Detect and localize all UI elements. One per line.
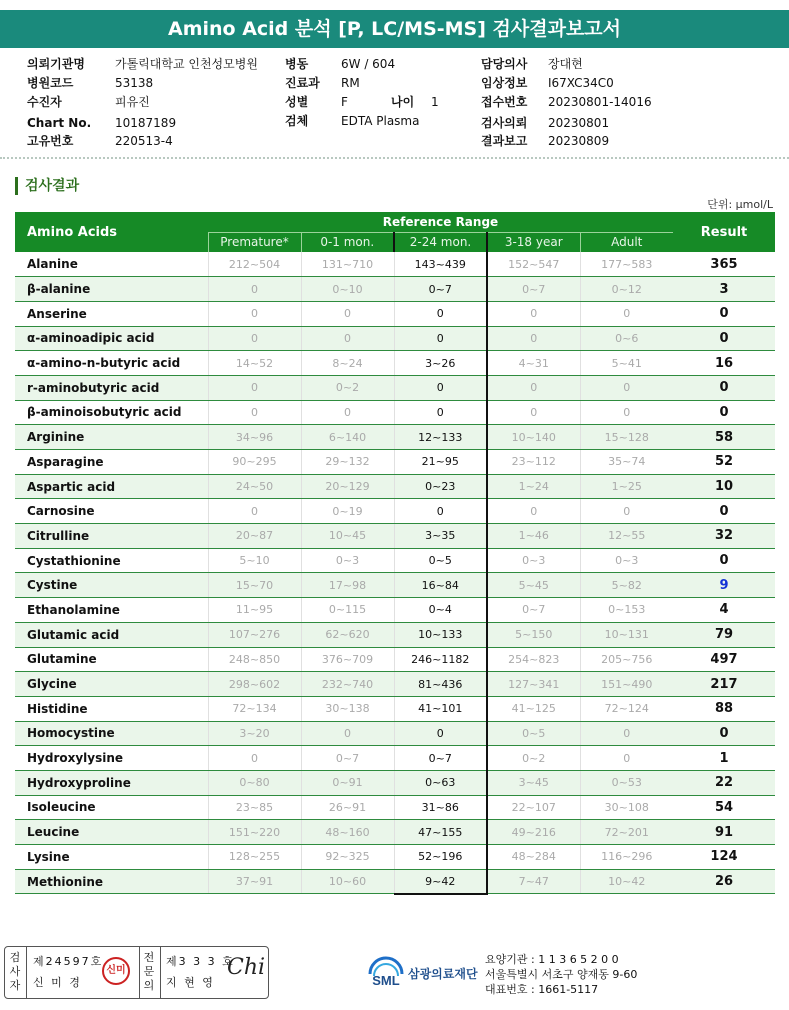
sml-logo-text: SML — [372, 973, 400, 988]
table-row — [15, 252, 775, 277]
table-row — [15, 845, 775, 870]
result-value: 217 — [673, 672, 775, 697]
table-row — [15, 351, 775, 376]
result-value: 497 — [673, 647, 775, 672]
table-row — [15, 770, 775, 795]
reference-range: 205~756 — [580, 647, 673, 672]
reference-range: 48~284 — [487, 845, 580, 870]
table-row — [15, 400, 775, 425]
seal-text: 신미 — [106, 965, 126, 976]
reference-range: 0 — [580, 375, 673, 400]
table-row — [15, 672, 775, 697]
reference-range-highlight: 143~439 — [394, 252, 487, 277]
reference-range: 0~12 — [580, 277, 673, 302]
info-label: 병동 — [285, 57, 309, 71]
reference-range-highlight: 12~133 — [394, 425, 487, 450]
amino-acid-name: Leucine — [15, 820, 208, 845]
result-value: 79 — [673, 622, 775, 647]
table-row — [15, 425, 775, 450]
result-value: 9 — [673, 573, 775, 598]
amino-acid-name: Citrulline — [15, 524, 208, 549]
reference-range-highlight: 0~23 — [394, 474, 487, 499]
reference-range: 49~216 — [487, 820, 580, 845]
reference-range: 23~112 — [487, 450, 580, 475]
reference-range: 0 — [208, 746, 301, 771]
section-divider — [0, 157, 789, 159]
reference-range: 48~160 — [301, 820, 394, 845]
reference-range-highlight: 81~436 — [394, 672, 487, 697]
reference-range: 107~276 — [208, 622, 301, 647]
reference-range: 0~6 — [580, 326, 673, 351]
header-ref-col: 0-1 mon. — [301, 232, 394, 252]
reference-range: 72~201 — [580, 820, 673, 845]
reference-range: 5~45 — [487, 573, 580, 598]
amino-acid-name: α-amino-n-butyric acid — [15, 351, 208, 376]
amino-acid-name: Alanine — [15, 252, 208, 277]
reference-range-highlight: 3~26 — [394, 351, 487, 376]
header-ref-col-highlight: 2-24 mon. — [394, 232, 487, 252]
info-label: 검체 — [285, 114, 309, 128]
reference-range: 3~20 — [208, 721, 301, 746]
reference-range: 0~3 — [580, 548, 673, 573]
reference-range-highlight: 0~7 — [394, 746, 487, 771]
reference-range-highlight: 3~35 — [394, 524, 487, 549]
sig-separator — [160, 947, 161, 998]
reference-range: 23~85 — [208, 795, 301, 820]
amino-acid-name: Anserine — [15, 301, 208, 326]
results-table — [15, 212, 775, 895]
lab-name: 삼광의료재단 — [408, 967, 478, 981]
reference-range: 0 — [580, 499, 673, 524]
tester-name: 신 미 경 — [33, 976, 82, 989]
reference-range: 0~10 — [301, 277, 394, 302]
amino-acid-name: Glutamic acid — [15, 622, 208, 647]
reference-range: 0~7 — [487, 277, 580, 302]
table-row — [15, 326, 775, 351]
reference-range: 131~710 — [301, 252, 394, 277]
reference-range: 0 — [208, 301, 301, 326]
reference-range: 72~124 — [580, 696, 673, 721]
reference-range: 6~140 — [301, 425, 394, 450]
reference-range: 1~25 — [580, 474, 673, 499]
reference-range: 72~134 — [208, 696, 301, 721]
reference-range-highlight: 0~5 — [394, 548, 487, 573]
info-value: 10187189 — [115, 116, 177, 130]
specialist-name: 지 현 영 — [166, 976, 215, 989]
reference-range: 0 — [487, 499, 580, 524]
amino-acid-name: Hydroxyproline — [15, 770, 208, 795]
info-value: 장대현 — [548, 57, 583, 71]
handwritten-signature: Chi — [227, 955, 266, 980]
reference-range: 14~52 — [208, 351, 301, 376]
reference-range: 0~5 — [487, 721, 580, 746]
info-label: 임상정보 — [481, 76, 528, 90]
seal-stamp — [102, 957, 130, 985]
amino-acid-name: Lysine — [15, 845, 208, 870]
table-row — [15, 721, 775, 746]
reference-range: 4~31 — [487, 351, 580, 376]
reference-range-highlight: 0 — [394, 721, 487, 746]
result-value: 124 — [673, 845, 775, 870]
reference-range-highlight: 0 — [394, 326, 487, 351]
sml-logo-icon — [366, 952, 406, 992]
amino-acid-name: Cystathionine — [15, 548, 208, 573]
reference-range: 0 — [301, 326, 394, 351]
reference-range: 0 — [301, 301, 394, 326]
specialist-label — [142, 951, 156, 993]
reference-range: 10~42 — [580, 869, 673, 894]
amino-acid-name: Histidine — [15, 696, 208, 721]
info-label: 수진자 — [27, 95, 62, 109]
reference-range: 248~850 — [208, 647, 301, 672]
result-value: 10 — [673, 474, 775, 499]
reference-range-highlight: 246~1182 — [394, 647, 487, 672]
amino-acid-name: Hydroxylysine — [15, 746, 208, 771]
info-value: F — [341, 95, 348, 109]
info-label: 검사의뢰 — [481, 116, 528, 130]
reference-range: 127~341 — [487, 672, 580, 697]
reference-range-highlight: 0 — [394, 375, 487, 400]
amino-acid-name: Aspartic acid — [15, 474, 208, 499]
reference-range: 5~150 — [487, 622, 580, 647]
reference-range: 0~3 — [301, 548, 394, 573]
reference-range: 5~41 — [580, 351, 673, 376]
info-label: 담당의사 — [481, 57, 528, 71]
amino-acid-name: Carnosine — [15, 499, 208, 524]
reference-range: 0 — [301, 400, 394, 425]
table-row — [15, 622, 775, 647]
info-label: 병원코드 — [27, 76, 74, 90]
reference-range-highlight: 16~84 — [394, 573, 487, 598]
reference-range: 0 — [208, 499, 301, 524]
reference-range: 0~115 — [301, 598, 394, 623]
reference-range: 20~87 — [208, 524, 301, 549]
tester-id: 제24597호 — [33, 955, 104, 968]
unit-label: 단위: μmol/L — [707, 198, 773, 211]
reference-range: 128~255 — [208, 845, 301, 870]
reference-range: 10~140 — [487, 425, 580, 450]
result-value: 365 — [673, 252, 775, 277]
info-value: 6W / 604 — [341, 57, 396, 71]
result-value: 54 — [673, 795, 775, 820]
reference-range: 0 — [208, 375, 301, 400]
reference-range: 298~602 — [208, 672, 301, 697]
reference-range: 30~108 — [580, 795, 673, 820]
reference-range: 92~325 — [301, 845, 394, 870]
reference-range: 0~7 — [301, 746, 394, 771]
reference-range: 26~91 — [301, 795, 394, 820]
result-value: 22 — [673, 770, 775, 795]
reference-range: 152~547 — [487, 252, 580, 277]
reference-range: 20~129 — [301, 474, 394, 499]
reference-range: 10~45 — [301, 524, 394, 549]
info-value: 220513-4 — [115, 134, 173, 148]
reference-range: 0~2 — [487, 746, 580, 771]
tester-label — [8, 951, 22, 993]
reference-range: 0 — [487, 375, 580, 400]
amino-acid-name: Isoleucine — [15, 795, 208, 820]
reference-range-highlight: 31~86 — [394, 795, 487, 820]
age-value: 1 — [431, 95, 439, 109]
reference-range: 0~53 — [580, 770, 673, 795]
reference-range: 0 — [208, 326, 301, 351]
reference-range: 0 — [487, 400, 580, 425]
reference-range: 1~46 — [487, 524, 580, 549]
section-title: 검사결과 — [15, 177, 79, 195]
sig-separator — [26, 947, 27, 998]
reference-range: 0 — [208, 400, 301, 425]
info-label: 성별 — [285, 95, 309, 109]
info-label: 접수번호 — [481, 95, 528, 109]
reference-range-highlight: 9~42 — [394, 869, 487, 894]
header-ref-col: 3-18 year — [487, 232, 580, 252]
reference-range: 15~70 — [208, 573, 301, 598]
result-value: 0 — [673, 326, 775, 351]
table-row — [15, 277, 775, 302]
reference-range: 10~131 — [580, 622, 673, 647]
reference-range: 0 — [580, 721, 673, 746]
table-row — [15, 548, 775, 573]
reference-range: 5~10 — [208, 548, 301, 573]
info-label: 의뢰기관명 — [27, 57, 85, 71]
header-result: Result — [673, 212, 775, 252]
reference-range: 116~296 — [580, 845, 673, 870]
table-row — [15, 820, 775, 845]
result-rows — [15, 252, 775, 894]
reference-range: 0~153 — [580, 598, 673, 623]
reference-range: 5~82 — [580, 573, 673, 598]
table-row — [15, 375, 775, 400]
table-row — [15, 598, 775, 623]
reference-range: 30~138 — [301, 696, 394, 721]
amino-acid-name: Ethanolamine — [15, 598, 208, 623]
info-value: 가톨릭대학교 인천성모병원 — [115, 57, 258, 71]
result-value: 0 — [673, 400, 775, 425]
reference-range: 0~3 — [487, 548, 580, 573]
specialist-label-text: 전문의 — [143, 951, 155, 992]
table-row — [15, 573, 775, 598]
info-label: 진료과 — [285, 76, 320, 90]
header-reference-range: Reference Range — [208, 212, 673, 232]
reference-range-highlight: 47~155 — [394, 820, 487, 845]
table-row — [15, 301, 775, 326]
reference-range: 29~132 — [301, 450, 394, 475]
amino-acid-name: Arginine — [15, 425, 208, 450]
table-row — [15, 450, 775, 475]
reference-range-highlight: 0~63 — [394, 770, 487, 795]
reference-range-highlight: 41~101 — [394, 696, 487, 721]
amino-acid-name: α-aminoadipic acid — [15, 326, 208, 351]
info-value: I67XC34C0 — [548, 76, 614, 90]
amino-acid-name: β-alanine — [15, 277, 208, 302]
reference-range-highlight: 0 — [394, 400, 487, 425]
reference-range: 17~98 — [301, 573, 394, 598]
result-value: 4 — [673, 598, 775, 623]
reference-range: 10~60 — [301, 869, 394, 894]
reference-range: 1~24 — [487, 474, 580, 499]
reference-range: 0 — [301, 721, 394, 746]
reference-range-highlight: 52~196 — [394, 845, 487, 870]
reference-range: 8~24 — [301, 351, 394, 376]
reference-range: 24~50 — [208, 474, 301, 499]
reference-range: 34~96 — [208, 425, 301, 450]
table-row — [15, 474, 775, 499]
result-value: 91 — [673, 820, 775, 845]
reference-range-highlight: 0~7 — [394, 277, 487, 302]
table-row — [15, 524, 775, 549]
result-value: 88 — [673, 696, 775, 721]
reference-range: 376~709 — [301, 647, 394, 672]
table-row — [15, 746, 775, 771]
header-ref-col: Premature* — [208, 232, 301, 252]
lab-address: 서울특별시 서초구 양재동 9-60 — [485, 968, 638, 981]
amino-acid-name: Glutamine — [15, 647, 208, 672]
reference-range: 151~490 — [580, 672, 673, 697]
result-value: 0 — [673, 721, 775, 746]
lab-code: 요양기관 : 1 1 3 6 5 2 0 0 — [485, 953, 619, 966]
reference-range: 41~125 — [487, 696, 580, 721]
reference-range: 62~620 — [301, 622, 394, 647]
amino-acid-name: Asparagine — [15, 450, 208, 475]
reference-range: 0 — [580, 400, 673, 425]
reference-range-highlight: 10~133 — [394, 622, 487, 647]
reference-range: 254~823 — [487, 647, 580, 672]
amino-acid-name: r-aminobutyric acid — [15, 375, 208, 400]
signature-box — [4, 946, 269, 999]
reference-range: 0~91 — [301, 770, 394, 795]
result-value: 0 — [673, 301, 775, 326]
reference-range: 212~504 — [208, 252, 301, 277]
reference-range-highlight: 0 — [394, 499, 487, 524]
reference-range: 0 — [580, 746, 673, 771]
sig-separator — [139, 947, 140, 998]
info-value: 20230809 — [548, 134, 610, 148]
table-row — [15, 647, 775, 672]
info-label: 고유번호 — [27, 134, 74, 148]
result-value: 1 — [673, 746, 775, 771]
table-row — [15, 869, 775, 894]
result-value: 0 — [673, 499, 775, 524]
reference-range: 0~80 — [208, 770, 301, 795]
report-title: Amino Acid 분석 [P, LC/MS-MS] 검사결과보고서 — [0, 10, 789, 48]
reference-range: 177~583 — [580, 252, 673, 277]
info-value: RM — [341, 76, 360, 90]
result-value: 52 — [673, 450, 775, 475]
result-value: 32 — [673, 524, 775, 549]
result-value: 26 — [673, 869, 775, 894]
reference-range: 35~74 — [580, 450, 673, 475]
result-value: 0 — [673, 375, 775, 400]
lab-phone: 대표번호 : 1661-5117 — [485, 983, 599, 996]
header-amino-acids: Amino Acids — [15, 212, 208, 252]
amino-acid-name: Glycine — [15, 672, 208, 697]
amino-acid-name: β-aminoisobutyric acid — [15, 400, 208, 425]
amino-acid-name: Methionine — [15, 869, 208, 894]
reference-range: 0 — [487, 326, 580, 351]
info-label: 결과보고 — [481, 134, 528, 148]
reference-range-highlight: 0~4 — [394, 598, 487, 623]
reference-range: 0 — [208, 277, 301, 302]
reference-range: 0~7 — [487, 598, 580, 623]
reference-range-highlight: 0 — [394, 301, 487, 326]
reference-range: 11~95 — [208, 598, 301, 623]
result-value: 58 — [673, 425, 775, 450]
age-label: 나이 — [391, 95, 415, 109]
reference-range: 232~740 — [301, 672, 394, 697]
reference-range: 12~55 — [580, 524, 673, 549]
reference-range: 3~45 — [487, 770, 580, 795]
info-label: Chart No. — [27, 116, 92, 130]
reference-range: 0 — [487, 301, 580, 326]
reference-range: 0 — [580, 301, 673, 326]
info-value: 20230801-14016 — [548, 95, 652, 109]
reference-range: 15~128 — [580, 425, 673, 450]
reference-range-highlight: 21~95 — [394, 450, 487, 475]
info-value: 20230801 — [548, 116, 610, 130]
result-value: 3 — [673, 277, 775, 302]
amino-acid-name: Cystine — [15, 573, 208, 598]
info-value: 53138 — [115, 76, 154, 90]
reference-range: 0~19 — [301, 499, 394, 524]
info-value: EDTA Plasma — [341, 114, 420, 128]
reference-range: 90~295 — [208, 450, 301, 475]
lab-info — [485, 952, 637, 997]
table-row — [15, 795, 775, 820]
header-ref-col: Adult — [580, 232, 673, 252]
tester-label-text: 검사자 — [9, 951, 21, 992]
reference-range: 22~107 — [487, 795, 580, 820]
reference-range: 37~91 — [208, 869, 301, 894]
result-value: 0 — [673, 548, 775, 573]
table-row — [15, 499, 775, 524]
reference-range: 151~220 — [208, 820, 301, 845]
table-row — [15, 696, 775, 721]
specialist-id: 제3 3 3 호 — [166, 955, 235, 968]
amino-acid-name: Homocystine — [15, 721, 208, 746]
info-value: 피유진 — [115, 95, 150, 109]
reference-range: 0~2 — [301, 375, 394, 400]
result-value: 16 — [673, 351, 775, 376]
reference-range: 7~47 — [487, 869, 580, 894]
